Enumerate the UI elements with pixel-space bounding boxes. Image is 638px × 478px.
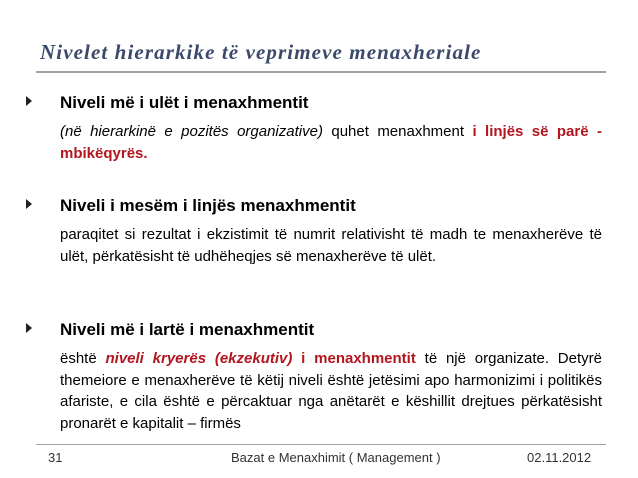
bullet-3-text-emphasis-italic: niveli kryerës (ekzekutiv) — [105, 350, 293, 367]
bullet-1-text-emphasis: i linjës së parë - mbikëqyrës. — [60, 123, 602, 162]
bullet-arrow-icon — [26, 199, 32, 209]
bullet-2-heading: Niveli i mesëm i linjës menaxhmentit — [60, 196, 356, 215]
bullet-1-heading: Niveli më i ulët i menaxhmentit — [60, 93, 309, 112]
page-number: 31 — [48, 450, 63, 465]
bullet-3-text-rest: të një organizate. Detyrë themeiore e menaxherëve të këtij niveli është jetësimi apo harmonizimi i politikës afariste, e cila është e përcaktuar nga anëtarët e këshillit drejtues përkatësisht pronarët e kapitalit – firmës — [60, 350, 602, 432]
footer-divider — [36, 444, 606, 445]
bullet-3-text-normal: është — [60, 350, 106, 367]
bullet-3-heading: Niveli më i lartë i menaxhmentit — [60, 320, 315, 339]
bullet-arrow-icon — [26, 323, 32, 333]
footer-course: Bazat e Menaxhimit ( Management ) — [231, 450, 441, 465]
footer-date: 02.11.2012 — [527, 450, 592, 465]
bullet-2-text: paraqitet si rezultat i ekzistimit të numrit relativisht të madh te menaxherëve të ulët, përkatësisht të udhëheqjes së menaxherëve të ulët. — [60, 226, 602, 265]
bullet-1-text-normal: quhet menaxhment — [322, 123, 473, 140]
bullet-1-text-italic: (në hierarkinë e pozitës organizative) — [60, 123, 323, 140]
bullet-3-text-emphasis: i menaxhmentit — [292, 350, 416, 367]
slide-title: Nivelet hierarkike të veprimeve menaxheriale — [40, 40, 482, 64]
bullet-arrow-icon — [26, 96, 32, 106]
bullet-1-text — [60, 121, 602, 164]
bullet-3-text — [60, 348, 602, 434]
title-divider — [36, 71, 606, 73]
